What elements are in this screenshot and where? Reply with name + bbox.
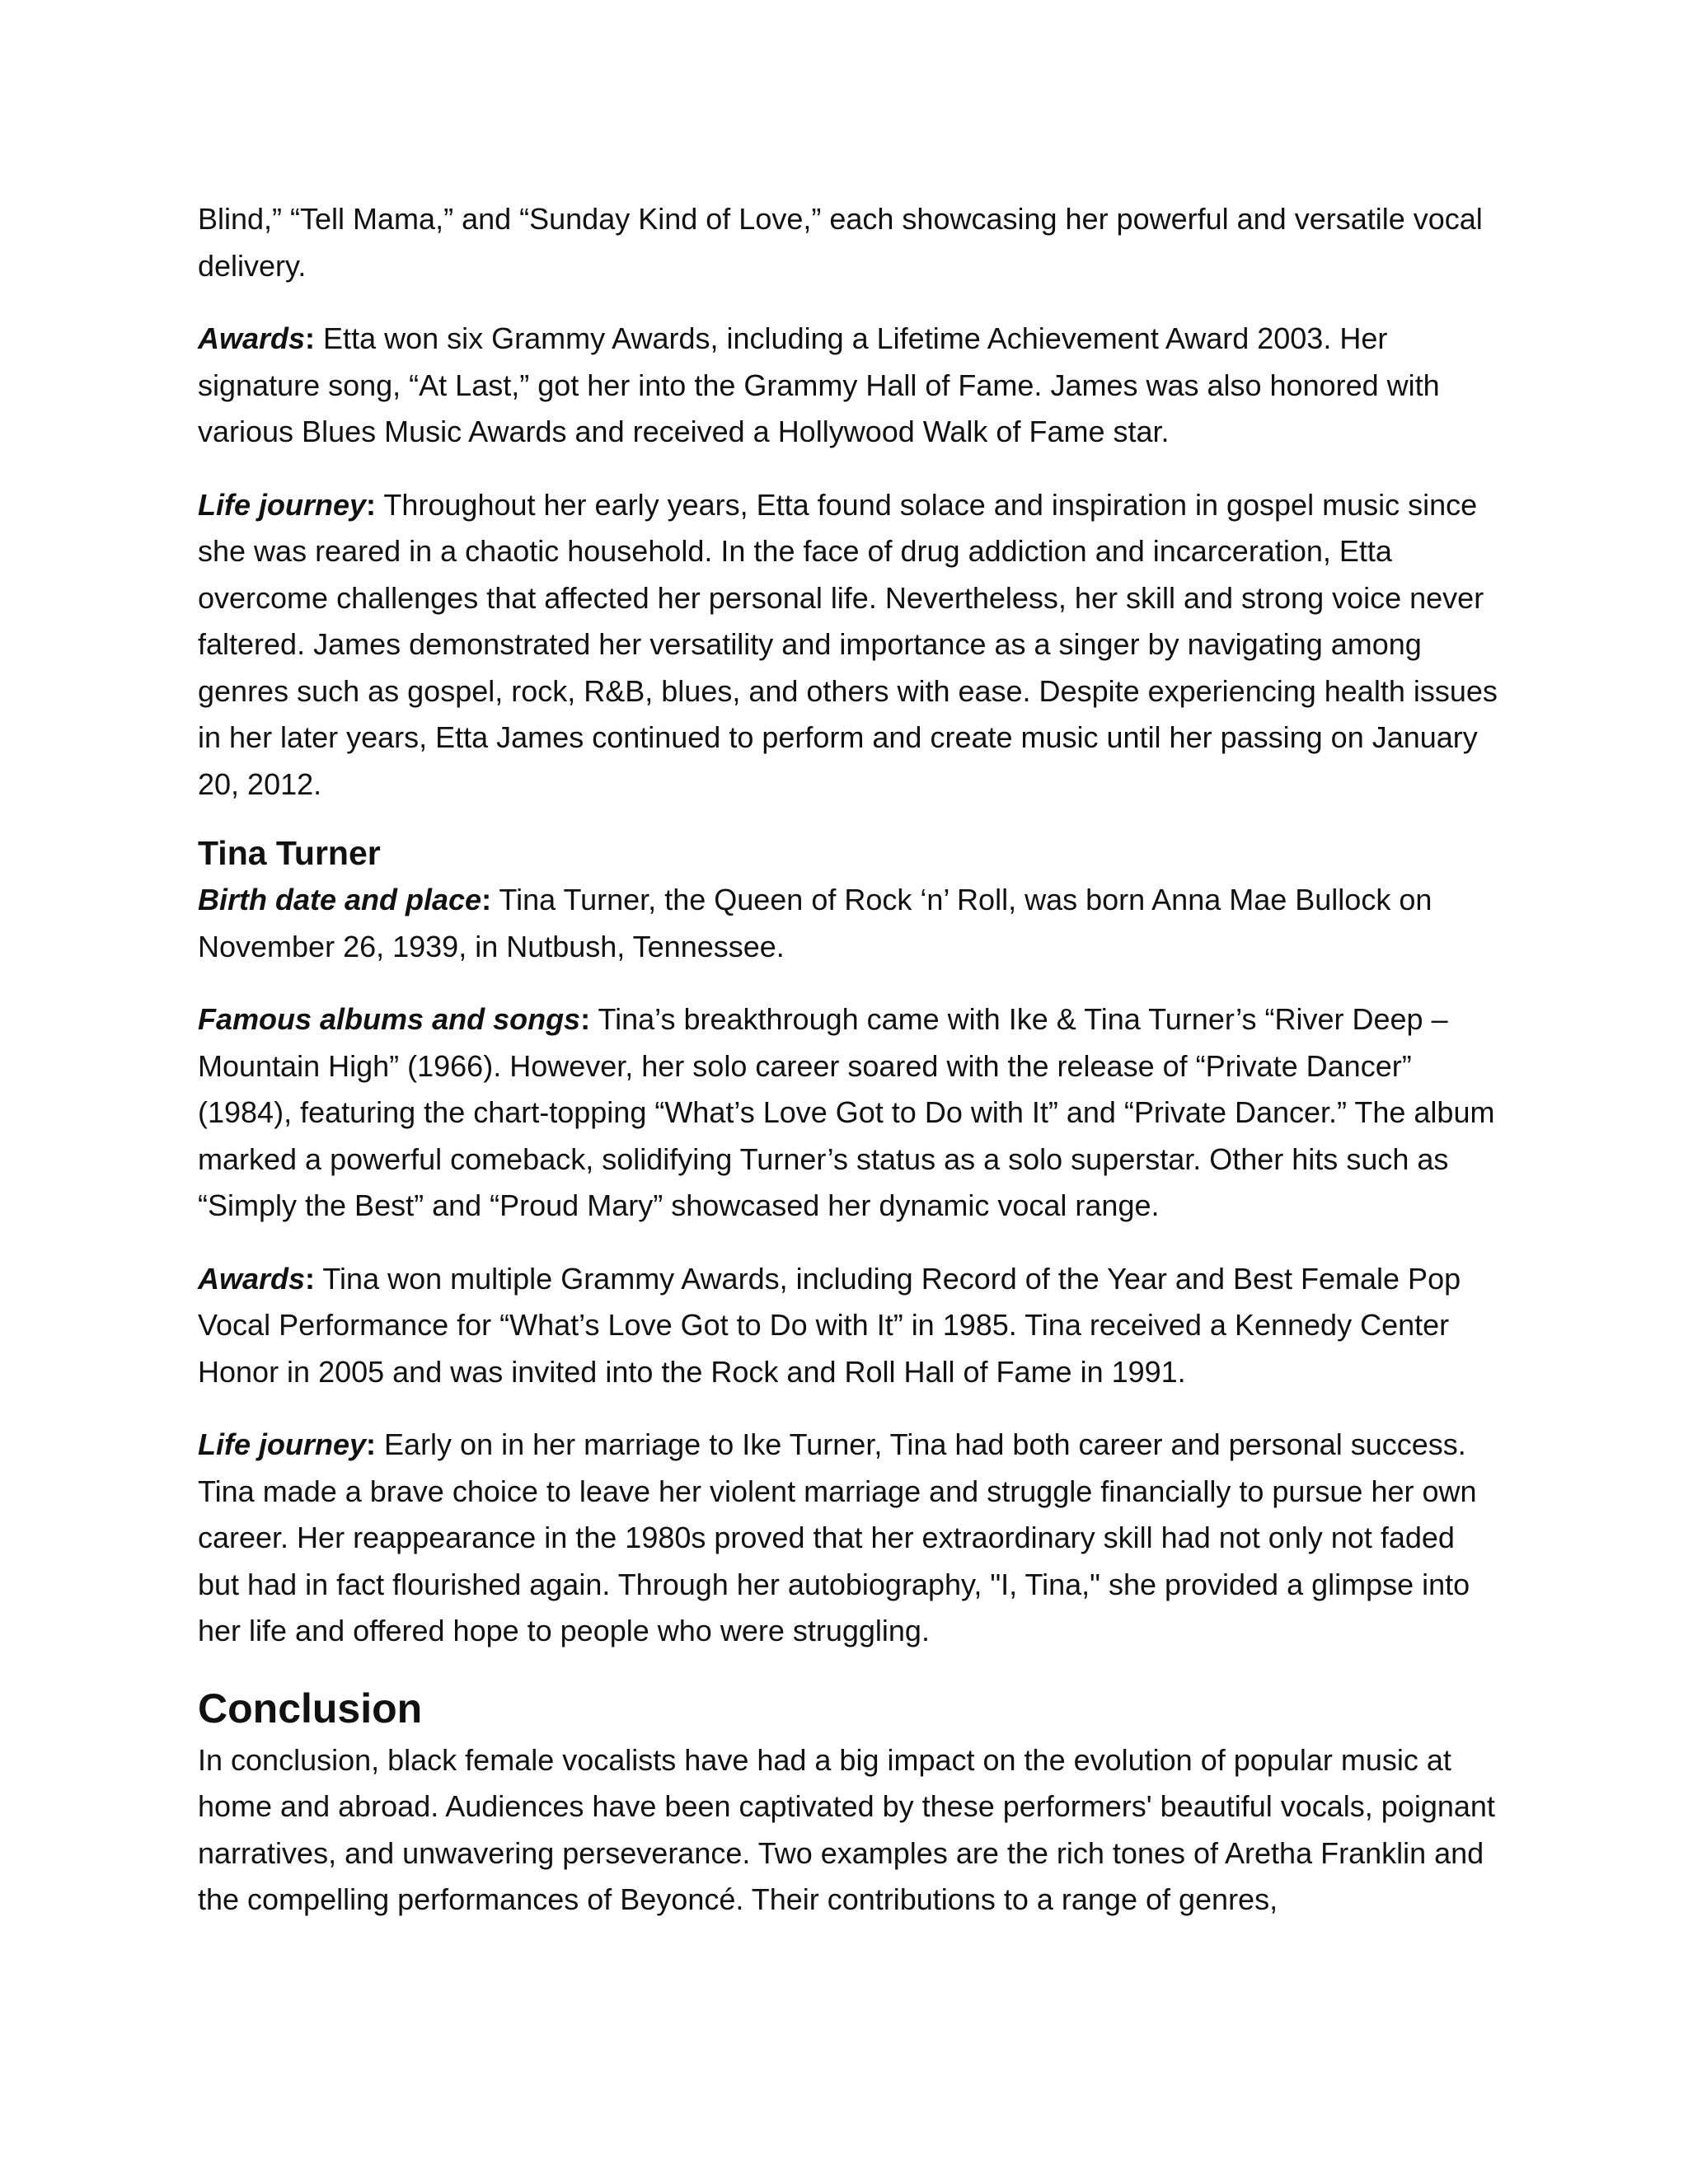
etta-life-colon: : [366,487,377,522]
tina-albums-colon: : [580,1002,591,1036]
etta-songs-paragraph [198,196,1500,289]
tina-albums-label: Famous albums and songs [198,1002,581,1036]
tina-awards-paragraph [198,1256,1500,1396]
tina-birth-text: Tina Turner, the Queen of Rock ‘n’ Roll, was born Anna Mae Bullock on November 26, 1939, in Nutbush, Tennessee. [198,883,1432,963]
etta-awards-label: Awards [198,321,306,355]
tina-turner-heading: Tina Turner [198,834,381,872]
etta-life-paragraph [198,482,1500,808]
tina-life-paragraph [198,1422,1500,1655]
tina-birth-colon: : [481,883,492,916]
conclusion-text: In conclusion, black female vocalists have had a big impact on the evolution of popular music at home and abroad. Audiences have been captivated by these performers' beautiful vocals, poignant narratives, and unwavering perseverance. Two examples are the rich tones of Aretha Franklin and the compelling performances of Beyoncé. Their contributions to a range of genres, [198,1742,1495,1916]
tina-life-text: Early on in her marriage to Ike Turner, Tina had both career and personal success. Tina made a brave choice to leave her violent marriage and struggle financially to pursue her own career. Her reappearance in the 1980s proved that her extraordinary skill had not only not faded but had in fact flourished again. Through her autobiography, "I, Tina," she provided a glimpse into her life and offered hope to people who were struggling. [198,1427,1477,1647]
tina-albums-text: Tina’s breakthrough came with Ike & Tina Turner’s “River Deep – Mountain High” (1966). However, her solo career soared with the release of “Private Dancer” (1984), featuring the chart-topping “What’s Love Got to Do with It” and “Private Dancer.” The album marked a powerful comeback, solidifying Turner’s status as a solo superstar. Other hits such as “Simply the Best” and “Proud Mary” showcased her dynamic vocal range. [198,1002,1495,1222]
conclusion-paragraph [198,1737,1500,1924]
etta-life-text: Throughout her early years, Etta found solace and inspiration in gospel music since she was reared in a chaotic household. In the face of drug addiction and incarceration, Etta overcome challenges that affected her personal life. Nevertheless, her skill and strong voice never faltered. James demonstrated her versatility and importance as a singer by navigating among genres such as gospel, rock, R&B, blues, and others with ease. Despite experiencing health issues in her later years, Etta James continued to perform and create music until her passing on January 20, 2012. [198,487,1498,801]
etta-awards-colon: : [305,321,316,355]
tina-birth-label: Birth date and place [198,883,482,916]
tina-life-colon: : [366,1427,377,1461]
document-page [198,196,1500,1924]
tina-awards-colon: : [305,1261,316,1296]
tina-life-label: Life journey [198,1427,367,1461]
tina-awards-label: Awards [198,1261,306,1296]
tina-awards-text: Tina won multiple Grammy Awards, including Record of the Year and Best Female Pop Vocal Performance for “What’s Love Got to Do with It” in 1985. Tina received a Kennedy Center Honor in 2005 and was invited into the Rock and Roll Hall of Fame in 1991. [198,1261,1461,1389]
etta-life-label: Life journey [198,487,367,522]
tina-birth-paragraph [198,877,1500,970]
etta-songs-text: Blind,” “Tell Mama,” and “Sunday Kind of Love,” each showcasing her powerful and versatile vocal delivery. [198,202,1483,283]
conclusion-heading: Conclusion [198,1685,423,1732]
etta-awards-text: Etta won six Grammy Awards, including a Lifetime Achievement Award 2003. Her signature song, “At Last,” got her into the Grammy Hall of Fame. James was also honored with various Blues Music Awards and received a Hollywood Walk of Fame star. [198,321,1440,448]
etta-awards-paragraph [198,316,1500,456]
tina-albums-paragraph [198,996,1500,1230]
